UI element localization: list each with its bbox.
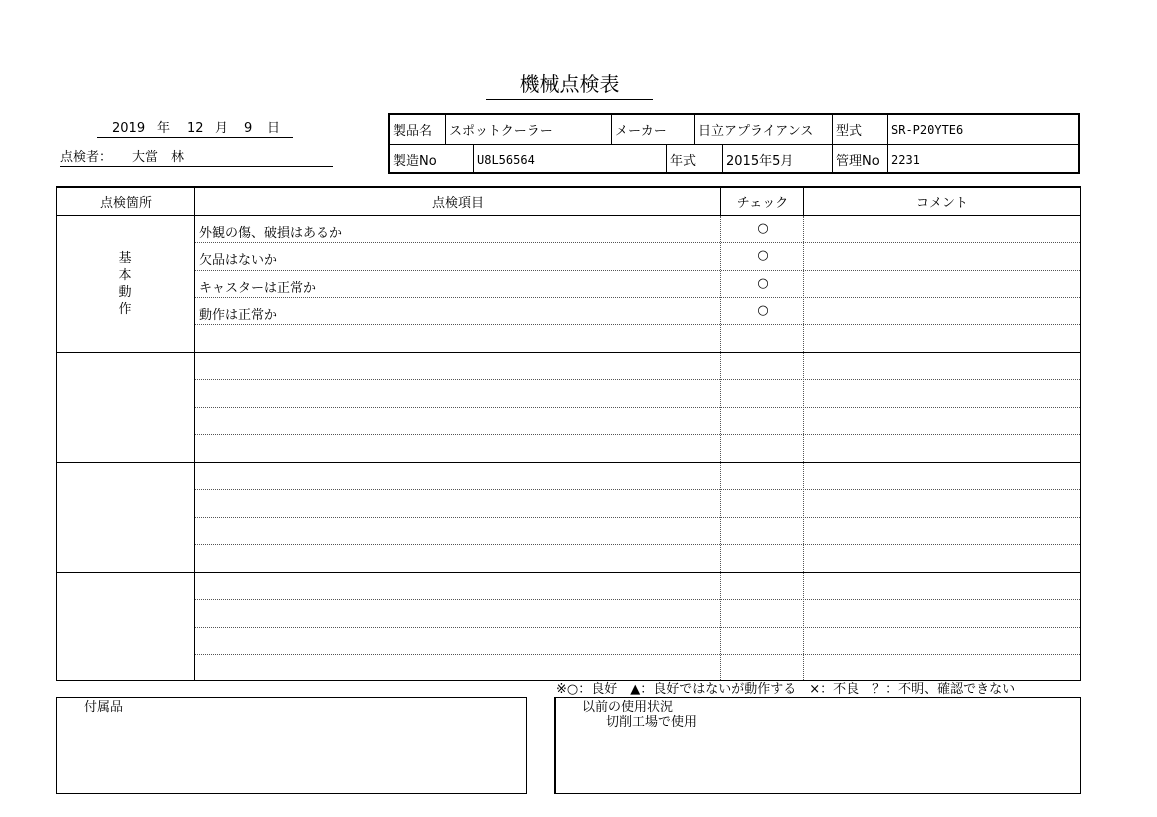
previous-use-box <box>554 697 1081 794</box>
item-missing-parts: 欠品はないか <box>199 253 278 268</box>
date-month: 12 <box>187 121 204 136</box>
header-check: チェック <box>736 196 789 211</box>
header-comment: コメント <box>915 196 968 211</box>
product-label: 製品名 <box>393 124 433 139</box>
inspection-date <box>97 122 293 138</box>
year-label: 年式 <box>670 154 697 169</box>
inspector-label: 点検者： <box>60 150 113 165</box>
serial-label: 製造No <box>393 154 437 169</box>
previous-use-value: 切削工場で使用 <box>606 715 698 730</box>
header-place: 点検箇所 <box>99 196 152 211</box>
year-value: 2015年5月 <box>726 154 794 169</box>
previous-use-label: 以前の使用状況 <box>582 700 674 715</box>
item-operation: 動作は正常か <box>199 308 278 323</box>
product-info-grid <box>388 113 1080 174</box>
accessories-box <box>56 697 527 794</box>
serial-value: U8L56564 <box>477 152 535 167</box>
check-operation: ○ <box>757 303 769 318</box>
mgmt-label: 管理No <box>836 154 880 169</box>
mgmt-value: 2231 <box>891 152 920 167</box>
item-exterior-damage: 外観の傷、破損はあるか <box>199 226 343 241</box>
header-item: 点検項目 <box>431 196 484 211</box>
inspector-line <box>60 151 333 167</box>
legend-note: ※○：良好 ▲：良好ではないが動作する ×：不良 ？：不明、確認できない <box>556 682 1016 697</box>
check-casters: ○ <box>757 276 769 291</box>
date-month-unit: 月 <box>215 121 229 136</box>
check-exterior-damage: ○ <box>757 221 769 236</box>
product-value: スポットクーラー <box>449 124 553 139</box>
inspection-table <box>56 186 1081 681</box>
date-year: 2019 <box>112 121 146 136</box>
date-year-unit: 年 <box>157 121 171 136</box>
section-basic-operation: 基 本 動 作 <box>118 251 132 317</box>
maker-label: メーカー <box>615 124 667 139</box>
inspector-name: 大當 林 <box>132 150 185 165</box>
page-title: 機械点検表 <box>486 68 653 100</box>
model-label: 型式 <box>836 124 863 139</box>
accessories-label: 付属品 <box>84 700 124 715</box>
model-value: SR-P20YTE6 <box>891 122 964 137</box>
check-missing-parts: ○ <box>757 248 769 263</box>
date-day-unit: 日 <box>267 121 281 136</box>
item-casters: キャスターは正常か <box>199 281 317 296</box>
maker-value: 日立アプライアンス <box>698 124 814 139</box>
date-day: 9 <box>244 121 253 136</box>
